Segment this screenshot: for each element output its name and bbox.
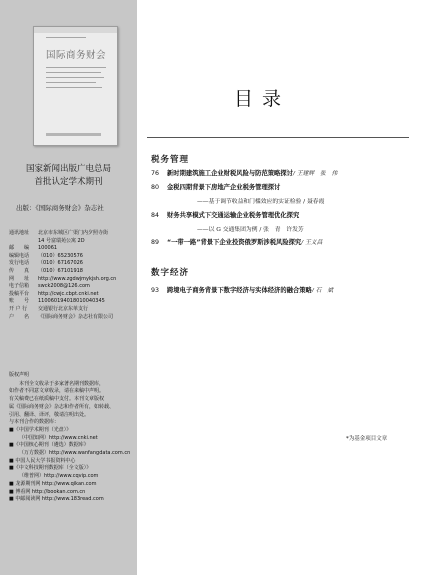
info-value: 100061 bbox=[38, 245, 58, 252]
endorsement-line-2: 首批认定学术期刊 bbox=[34, 177, 103, 187]
info-value: 北京市东城区广渠门内夕照寺街 bbox=[38, 230, 109, 236]
article-subtitle: ——基于调节收益和门槛效应的实证检验 / 聂春霞 bbox=[197, 199, 325, 205]
article-title: 金税四期背景下房地产企业税务管理探讨 bbox=[167, 184, 281, 191]
fund-footnote: *为基金项目文章 bbox=[346, 436, 388, 442]
cover-top-strip bbox=[34, 27, 117, 33]
info-row bbox=[9, 260, 135, 268]
notice-line: 与本刊合作的数据库： bbox=[9, 419, 60, 426]
database-item: ■《中文科技期刊数据库（全文版）》 bbox=[9, 465, 92, 472]
database-item: ■《中国学术期刊（光盘）》 bbox=[9, 426, 72, 433]
info-value: http://cwjc.cbpt.cnki.net bbox=[38, 290, 99, 297]
info-key: 户 名 bbox=[9, 313, 30, 320]
article-subtitle: ——以 G 交通集团为例 / 张 青 许发芳 bbox=[197, 227, 304, 233]
article-title: 财务共享模式下交通运输企业税务管理优化探究 bbox=[167, 212, 300, 219]
info-row bbox=[9, 283, 135, 291]
info-row bbox=[9, 230, 135, 238]
info-key: 投稿平台 bbox=[9, 290, 30, 297]
journal-cover-image bbox=[33, 26, 118, 146]
info-value: （010）67167026 bbox=[38, 260, 83, 267]
cover-line bbox=[46, 77, 104, 78]
info-key: 传 真 bbox=[9, 267, 30, 274]
database-link[interactable]: ■ 中邮阅读网 http://www.183read.com bbox=[9, 496, 104, 503]
cover-line bbox=[46, 67, 106, 68]
title-divider bbox=[147, 137, 409, 138]
page-number: 80 bbox=[151, 184, 160, 191]
info-key: 通讯地址 bbox=[9, 230, 30, 236]
database-item: ■《中国核心期刊（遴选）数据库》 bbox=[9, 442, 89, 449]
info-value: swck2008@126.com bbox=[38, 283, 90, 290]
database-link[interactable]: （维普网）http://www.cqvip.com bbox=[19, 473, 99, 480]
info-value: http://www.zgdwjmykjsh.org.cn bbox=[38, 275, 117, 282]
notice-line: 如作者不同意文章收录，请在来稿中声明。 bbox=[9, 388, 105, 395]
info-key: 账 号 bbox=[9, 298, 30, 305]
info-value: （010）65230576 bbox=[38, 252, 83, 259]
cover-line bbox=[46, 37, 86, 38]
notice-heading: 版权声明 bbox=[9, 372, 30, 378]
info-value: 14 号富瑞苑公寓 2D bbox=[38, 237, 85, 244]
cover-line bbox=[46, 82, 96, 83]
article-title: 跨境电子商务背景下数字经济与实体经济的融合策略 bbox=[167, 287, 312, 294]
info-value: （010）67101918 bbox=[38, 267, 83, 274]
page-number: 93 bbox=[151, 287, 160, 294]
page-number: 89 bbox=[151, 239, 160, 246]
toc-entry[interactable] bbox=[151, 285, 333, 294]
article-title: 新时期建筑施工企业财税风险与防范策略探讨 bbox=[167, 170, 293, 177]
toc-entry[interactable] bbox=[151, 210, 299, 219]
info-row bbox=[9, 298, 135, 306]
page-number: 76 bbox=[151, 170, 160, 177]
info-row bbox=[9, 268, 135, 276]
cover-line bbox=[46, 72, 101, 73]
info-value: 交通银行北京东单支行 bbox=[38, 305, 89, 312]
publisher: 出版：《国际商务财会》杂志社 bbox=[16, 204, 104, 212]
database-link[interactable]: ■ 龙源期刊网 http://www.qikan.com bbox=[9, 480, 97, 487]
cover-title: 国际商务财会 bbox=[46, 50, 107, 61]
cover-line bbox=[46, 87, 102, 88]
database-link[interactable]: （万方数据）http://www.wanfangdata.com.cn bbox=[19, 450, 131, 457]
notice-line: 属《国际商务财会》杂志和作者所有，如转载、 bbox=[9, 403, 115, 410]
database-link[interactable]: ■ 博看网 http://bookan.com.cn bbox=[9, 488, 86, 495]
info-row bbox=[9, 306, 135, 314]
info-key: 网 址 bbox=[9, 275, 30, 282]
info-key: 发行电话 bbox=[9, 260, 30, 267]
info-value: 《国际商务财会》杂志社有限公司 bbox=[38, 313, 114, 320]
toc-entry[interactable] bbox=[151, 182, 280, 191]
section-heading-tax: 税务管理 bbox=[151, 155, 190, 165]
database-item: ■ 中国人民大学书报资料中心 bbox=[9, 457, 76, 464]
toc-entry[interactable] bbox=[151, 168, 337, 177]
left-sidebar bbox=[0, 0, 137, 575]
info-row bbox=[9, 245, 135, 253]
database-link[interactable]: （中国知网）http://www.cnki.net bbox=[19, 434, 98, 441]
copyright-notice bbox=[9, 372, 135, 504]
info-key: 开 户 行 bbox=[9, 305, 28, 312]
info-row bbox=[9, 314, 135, 322]
toc-title: 目录 bbox=[234, 88, 291, 110]
notice-line: 引用、翻译、译评，敬请注明出处。 bbox=[9, 411, 90, 418]
info-key: 电子信箱 bbox=[9, 283, 30, 290]
article-author: / 王建辉 张 伟 bbox=[292, 171, 338, 177]
article-author: / 王义昌 bbox=[301, 240, 323, 246]
endorsement-line-1: 国家新闻出版广电总局 bbox=[25, 164, 111, 174]
cover-bar bbox=[46, 133, 101, 136]
section-heading-digital-economy: 数字经济 bbox=[151, 268, 190, 278]
page-number: 84 bbox=[151, 212, 160, 219]
info-key: 编辑电话 bbox=[9, 252, 30, 259]
article-title: “一带一路”背景下企业投资俄罗斯涉税风险探究 bbox=[167, 239, 302, 246]
contact-info bbox=[9, 230, 135, 321]
info-key: 邮 编 bbox=[9, 245, 30, 252]
toc-entry[interactable] bbox=[151, 237, 322, 246]
info-value: 110060194018010040345 bbox=[38, 298, 105, 305]
notice-line: 有关稿费已在纸质稿中支付。本刊文章版权 bbox=[9, 396, 105, 403]
article-author: / 石 斌 bbox=[311, 288, 334, 294]
notice-line: 本刊全文收录于多家著名期刊数据库， bbox=[9, 380, 105, 387]
